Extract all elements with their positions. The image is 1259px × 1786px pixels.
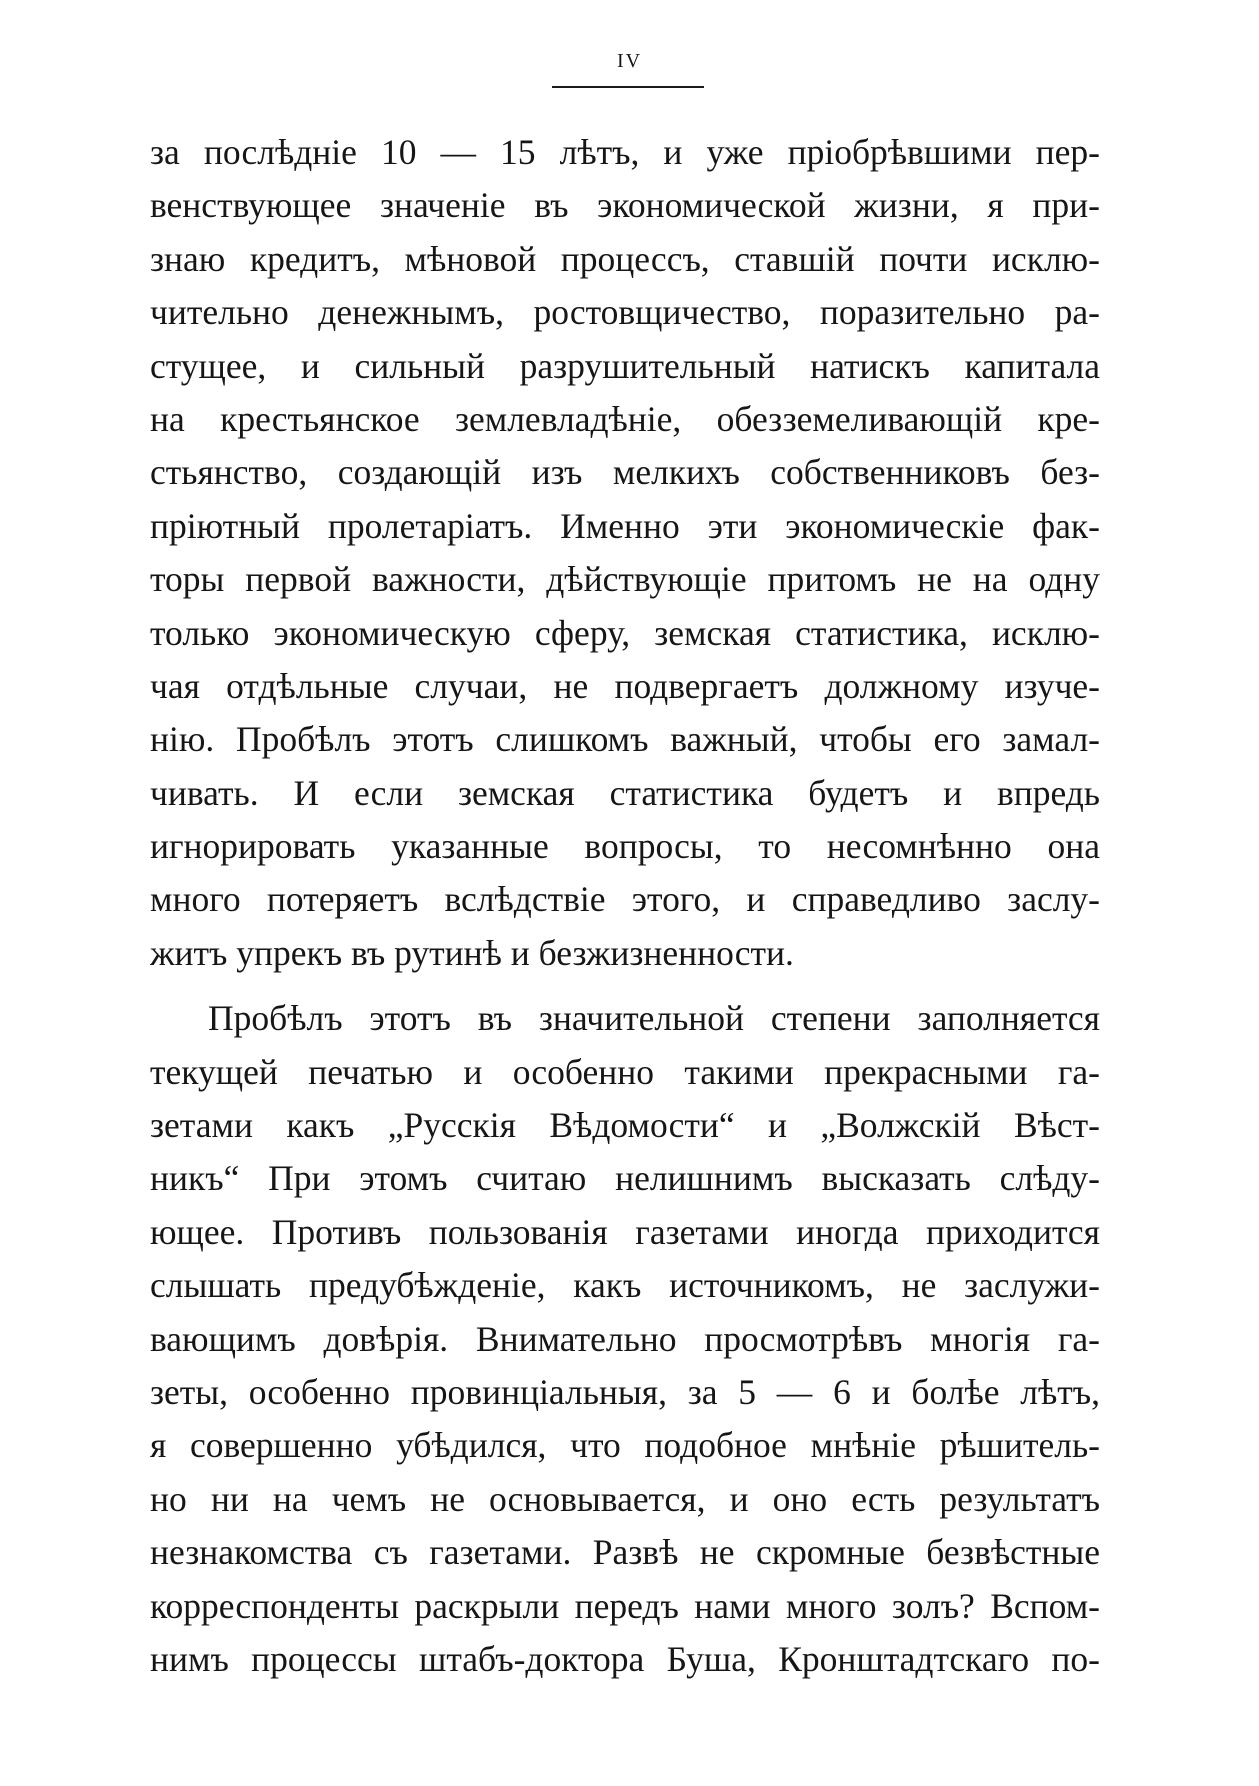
text-line: знаю кредитъ, мѣновой процессъ, ставшій почти исклю- bbox=[150, 238, 1100, 279]
text-line: игнорировать указанные вопросы, то несомнѣнно она bbox=[150, 826, 1100, 867]
text-line: только экономическую сферу, земская статистика, исклю- bbox=[150, 612, 1100, 653]
text-line: но ни на чемъ не основывается, и оно есть результатъ bbox=[150, 1478, 1100, 1519]
paragraph-1 bbox=[150, 126, 1100, 980]
text-line: чивать. И если земская статистика будетъ и впредь bbox=[150, 772, 1100, 813]
text-line: слышать предубѣжденіе, какъ источникомъ, не заслужи- bbox=[150, 1265, 1100, 1306]
text-line: много потеряетъ вслѣдствіе этого, и справедливо заслу- bbox=[150, 879, 1100, 920]
text-line: Пробѣлъ этотъ въ значительной степени заполняется bbox=[208, 998, 1100, 1039]
text-line: незнакомства съ газетами. Развѣ не скромные безвѣстные bbox=[150, 1532, 1100, 1573]
paragraph-spacer bbox=[150, 980, 1100, 992]
text-line: корреспонденты раскрыли передъ нами много золъ? Вспом- bbox=[150, 1585, 1100, 1626]
paragraph-2 bbox=[150, 992, 1100, 1686]
text-line: венствующее значеніе въ экономической жизни, я при- bbox=[150, 185, 1100, 226]
text-line: никъ“ При этомъ считаю нелишнимъ высказать слѣду- bbox=[150, 1158, 1100, 1199]
header-rule bbox=[552, 86, 704, 88]
text-line: я совершенно убѣдился, что подобное мнѣніе рѣшитель- bbox=[150, 1425, 1100, 1466]
text-line: зеты, особенно провинціальныя, за 5 — 6 и болѣе лѣтъ, bbox=[150, 1371, 1100, 1412]
text-line: чительно денежнымъ, ростовщичество, поразительно ра- bbox=[150, 292, 1100, 333]
text-line: нимъ процессы штабъ-доктора Буша, Кронштадтскаго по- bbox=[150, 1638, 1100, 1679]
text-line: чая отдѣльные случаи, не подвергаетъ должному изуче- bbox=[150, 665, 1100, 706]
text-line: текущей печатью и особенно такими прекрасными га- bbox=[150, 1051, 1100, 1092]
text-line: житъ упрекъ въ рутинѣ и безжизненности. bbox=[150, 932, 794, 973]
text-line: пріютный пролетаріатъ. Именно эти экономическіе фак- bbox=[150, 505, 1100, 546]
text-line: за послѣдніе 10 — 15 лѣтъ, и уже пріобрѣвшими пер- bbox=[150, 132, 1100, 172]
text-line: стьянство, создающій изъ мелкихъ собственниковъ без- bbox=[150, 452, 1100, 493]
text-line: зетами какъ „Русскія Вѣдомости“ и „Волжскій Вѣст- bbox=[150, 1105, 1100, 1146]
text-line: вающимъ довѣрія. Внимательно просмотрѣвъ многія га- bbox=[150, 1318, 1100, 1359]
text-line: ющее. Противъ пользованія газетами иногда приходится bbox=[150, 1211, 1100, 1252]
text-line: на крестьянское землевладѣніе, обезземеливающій кре- bbox=[150, 398, 1100, 439]
body-text bbox=[150, 126, 1100, 1686]
text-line: торы первой важности, дѣйствующіе притомъ не на одну bbox=[150, 559, 1100, 600]
page-number: IV bbox=[616, 50, 643, 72]
text-line: нію. Пробѣлъ этотъ слишкомъ важный, чтобы его замал- bbox=[150, 719, 1100, 760]
text-line: стущее, и сильный разрушительный натискъ капитала bbox=[150, 345, 1100, 386]
